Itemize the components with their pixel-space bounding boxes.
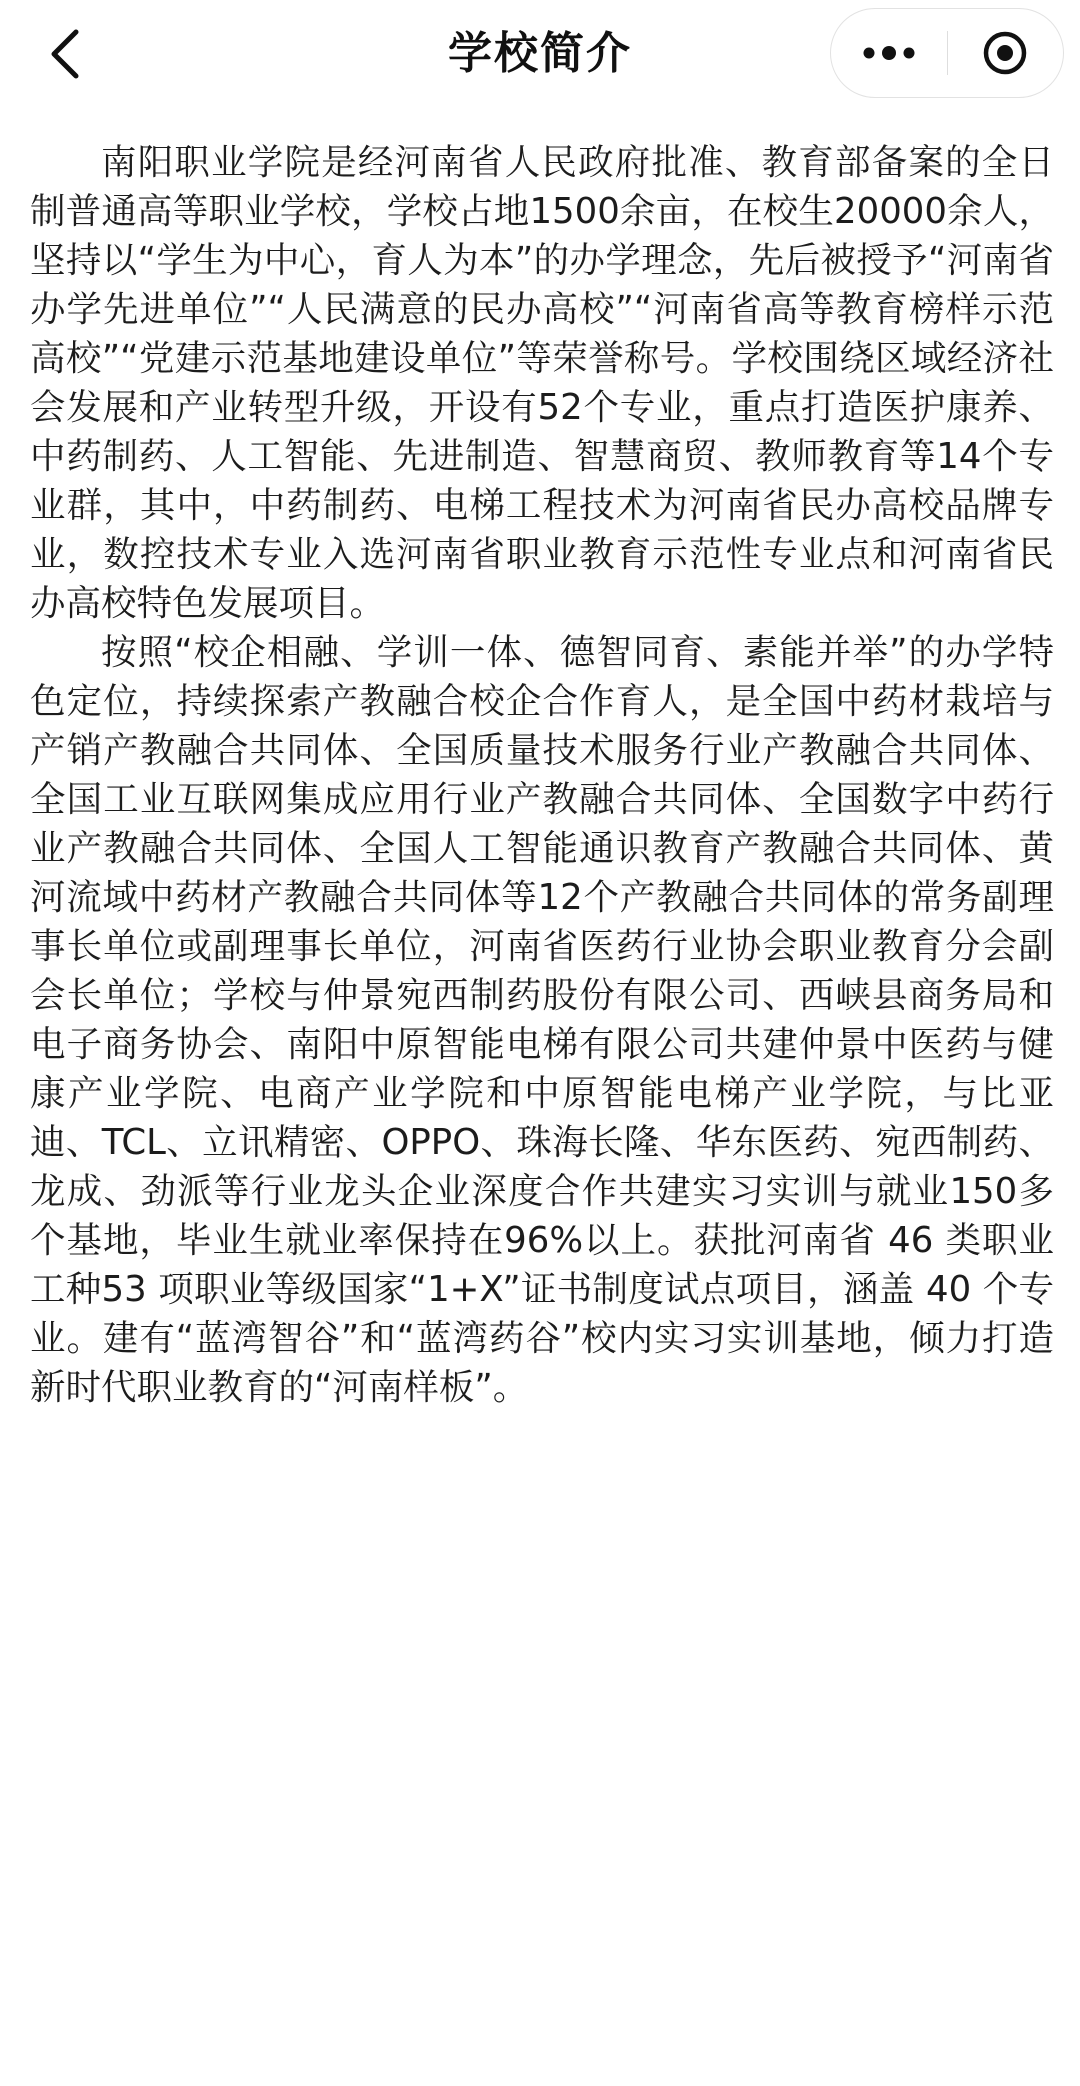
- article-body: [30, 138, 1054, 1412]
- close-button[interactable]: [948, 9, 1064, 97]
- page-title: 学校简介: [448, 28, 632, 79]
- target-close-icon: [981, 29, 1029, 77]
- nav-bar: [0, 0, 1080, 108]
- more-button[interactable]: [831, 9, 947, 97]
- mini-program-capsule: [830, 8, 1064, 98]
- article-paragraph: 南阳职业学院是经河南省人民政府批准、教育部备案的全日制普通高等职业学校，学校占地1500余亩，在校生20000余人，坚持以“学生为中心，育人为本”的办学理念，先后被授予“河南省办学先进单位”“人民满意的民办高校”“河南省高等教育榜样示范高校”“党建示范基地建设单位”等荣誉称号。学校围绕区域经济社会发展和产业转型升级，开设有52个专业，重点打造医护康养、中药制药、人工智能、先进制造、智慧商贸、教师教育等14个专业群，其中，中药制药、电梯工程技术为河南省民办高校品牌专业，数控技术专业入选河南省职业教育示范性专业点和河南省民办高校特色发展项目。: [30, 142, 1054, 624]
- back-button[interactable]: [30, 18, 100, 90]
- more-dots-icon: [861, 46, 917, 60]
- chevron-left-icon: [48, 28, 82, 80]
- article-paragraph: 按照“校企相融、学训一体、德智同育、素能并举”的办学特色定位，持续探索产教融合校企合作育人，是全国中药材栽培与产销产教融合共同体、全国质量技术服务行业产教融合共同体、全国工业互联网集成应用行业产教融合共同体、全国数字中药行业产教融合共同体、全国人工智能通识教育产教融合共同体、黄河流域中药材产教融合共同体等12个产教融合共同体的常务副理事长单位或副理事长单位，河南省医药行业协会职业教育分会副会长单位；学校与仲景宛西制药股份有限公司、西峡县商务局和电子商务协会、南阳中原智能电梯有限公司共建仲景中医药与健康产业学院、电商产业学院和中原智能电梯产业学院，与比亚迪、TCL、立讯精密、OPPO、珠海长隆、华东医药、宛西制药、龙成、劲派等行业龙头企业深度合作共建实习实训与就业150多个基地，毕业生就业率保持在96%以上。获批河南省 46 类职业工种53 项职业等级国家“1+X”证书制度试点项目，涵盖 40 个专业。建有“蓝湾智谷”和“蓝湾药谷”校内实习实训基地，倾力打造新时代职业教育的“河南样板”。: [30, 632, 1054, 1408]
